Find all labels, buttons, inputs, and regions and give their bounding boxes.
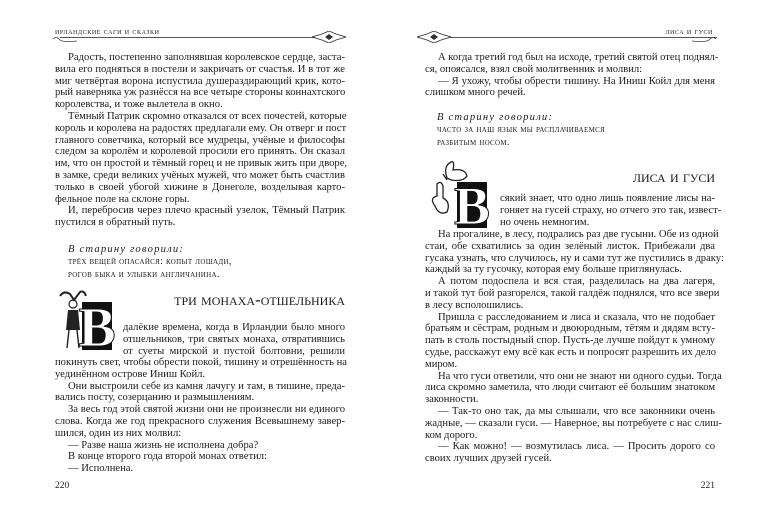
- cap-lines: [500, 193, 722, 228]
- text-line: Они выстроили себе из камня лачугу и там, в тишине, преда-: [68, 380, 345, 392]
- text-line: На что гуси ответили, что они не знают ни одного судьи. Тогда: [438, 370, 722, 382]
- text-line: только в своей убогой хижине в Донеголе, возделывая карто-: [55, 181, 345, 193]
- text-line: следом за королём и королевой просили его принять. Он сказал: [55, 146, 345, 158]
- text-line: отшельников, три святых монаха, отвратившись: [123, 333, 345, 345]
- text-line: судье, расскажут ему всё как есть и попросят разрешить их дело: [425, 346, 717, 358]
- text-line: королевства, и тоже вылетела в окно.: [55, 99, 223, 111]
- text-line: пустился в обратный путь.: [55, 217, 176, 229]
- text-line: В конце второго года второй монах ответил:: [68, 451, 267, 463]
- text-top: [55, 52, 348, 229]
- text-line: вались посту, созерцанию и размышлениям.: [55, 392, 255, 404]
- text-line: слишком много речей.: [425, 87, 526, 99]
- text-line: За весь год этой святой жизни они не произнесли ни единого: [68, 404, 345, 416]
- text-line: далёкие времена, когда в Ирландии было много: [123, 322, 345, 333]
- jester-drop-cap-icon: [54, 290, 120, 352]
- text-line: братьям и сёстрам, родным и двоюродным, тётям и дядям всту-: [425, 323, 715, 335]
- proverb-heading: В старину говорили:: [68, 244, 185, 255]
- text-line: фельное поле на склоне горы.: [55, 193, 190, 205]
- text-line: И, перебросив через плечо красный узелок, Тёмный Патрик: [68, 205, 345, 217]
- text-line: Пришла с расследованием и лиса и сказала, что не подобает: [438, 311, 715, 323]
- text-line: в замке, среди великих учёных мужей, что может быть счастлив: [55, 169, 345, 181]
- proverb: [68, 244, 358, 281]
- text-line: жадные, — сказали гуси. — Наверное, вы потребуете с нас слиш-: [425, 417, 722, 429]
- proverb-heading: В старину говорили:: [437, 112, 554, 123]
- text-line: король и королева на радостях предлагали ему. Он отверг и пост: [55, 122, 347, 134]
- text-line: лиса скромно заметила, что люди считают её большим знатоком: [425, 382, 716, 394]
- text-line: но очень немногим.: [500, 216, 590, 228]
- text-line: уединённом острове Иниш Койл.: [55, 368, 206, 380]
- text-line: — Я ухожу, чтобы обрести тишину. На Иниш Койл для меня: [438, 75, 715, 87]
- text-line: стаи, обе схватились за один зелёный листок. Прибежали два: [425, 240, 715, 252]
- text-line: вила его подняться в постели и закричать от счастья. И в тот же: [55, 63, 345, 75]
- text-line: пать в столь постыдный спор. Пусть-де лучше пойдут к умному: [425, 335, 715, 347]
- text-line: — Как можно! — возмутилась лиса. — Просить дорого со: [438, 441, 715, 453]
- proverb-line: разбитым носом.: [437, 136, 510, 148]
- diamond-ornament-icon: [312, 31, 346, 43]
- proverb-line: трёх вещей опасайся: копыт лошади,: [68, 256, 232, 267]
- text-line: гоняет на гусей страху, но отчего это так, извест-: [500, 204, 722, 216]
- header-rule: [60, 37, 315, 38]
- header-rule: [449, 37, 717, 38]
- text-line: На прогалине, в лесу, подрались раз две гусыни. Обе из одной: [438, 229, 719, 240]
- text-line: Радость, постепенно заполнявшая королевское сердце, заста-: [68, 52, 345, 63]
- cap-lines: [123, 322, 345, 357]
- text-line: своих лучших друзей гусей.: [425, 453, 552, 465]
- page-number: 221: [700, 481, 715, 491]
- text-line: А потом подоспела и вся стая, разделилась на два лагеря,: [438, 276, 715, 288]
- curl-ornament-icon: [691, 36, 717, 44]
- geese-drop-cap-icon: [425, 158, 497, 230]
- right-page: [385, 0, 770, 521]
- page-number: 220: [55, 481, 70, 491]
- text-line: покинуть свет, чтобы обрести покой, тишину и отрешённость на: [55, 357, 347, 368]
- svg-text:В: В: [453, 176, 491, 230]
- text-line: рый наверняка уж разнёсся на все четыре стороны коннахтского: [55, 87, 346, 99]
- text-line: сякий знает, что одно лишь появление лисы на-: [500, 193, 715, 204]
- text-line: ся, опоясался, взял свой молитвенник и молвил:: [425, 63, 643, 75]
- diamond-ornament-icon: [417, 31, 451, 43]
- proverb-line: рогов быка и улыбки англичанина.: [68, 268, 220, 280]
- text-line: главного советчика, который все мудрецы, учёные и философы: [55, 134, 345, 146]
- text-line: гусака узнать, что случилось, ну и сами тут же пустились в драку:: [425, 252, 724, 264]
- text-line: законности.: [425, 394, 479, 406]
- text-line: миг четвёртая ворона испустила душераздирающий крик, кото-: [55, 75, 345, 87]
- text-bottom: [55, 357, 345, 475]
- text-line: — Исполнена.: [68, 463, 134, 475]
- text-line: миром.: [425, 358, 458, 370]
- text-top: [425, 52, 719, 99]
- text-line: слова. Когда же год прекрасного служения Всевышнему завер-: [55, 415, 345, 427]
- text-bottom: [425, 229, 724, 465]
- text-line: им, что он простой и тёмный горец и не привык жить при дворе,: [55, 158, 348, 170]
- text-line: А когда третий год был на исходе, третий святой отец поднял-: [438, 52, 719, 63]
- text-line: от суеты мирской и пустой болтовни, решили: [123, 345, 345, 357]
- svg-text:В: В: [78, 297, 116, 352]
- text-line: и такой тут бой разгорелся, такой галдёж поднялся, что все звери: [425, 287, 720, 299]
- text-line: в лесу всполошились.: [425, 299, 524, 311]
- text-line: ком дорого.: [425, 429, 478, 441]
- text-line: — Разве наша жизнь не исполнена добра?: [68, 439, 259, 451]
- proverb-line: часто за наш язык мы расплачиваемся: [437, 124, 606, 135]
- story-title: лиса и гуси: [632, 167, 715, 186]
- proverb: [437, 112, 727, 149]
- text-line: каждый за ту гусочку, которая ему больше приглянулась.: [425, 264, 682, 276]
- running-head: лиса и гуси: [665, 26, 713, 36]
- text-line: — Так-то оно так, да мы слышали, что все законники очень: [438, 405, 715, 417]
- text-line: Тёмный Патрик скромно отказался от всех почестей, которые: [68, 110, 347, 122]
- running-head: ирландские саги и сказки: [55, 26, 160, 36]
- story-title: три монаха-отшельника: [174, 290, 345, 309]
- text-line: шился, один из них молвил:: [55, 427, 182, 439]
